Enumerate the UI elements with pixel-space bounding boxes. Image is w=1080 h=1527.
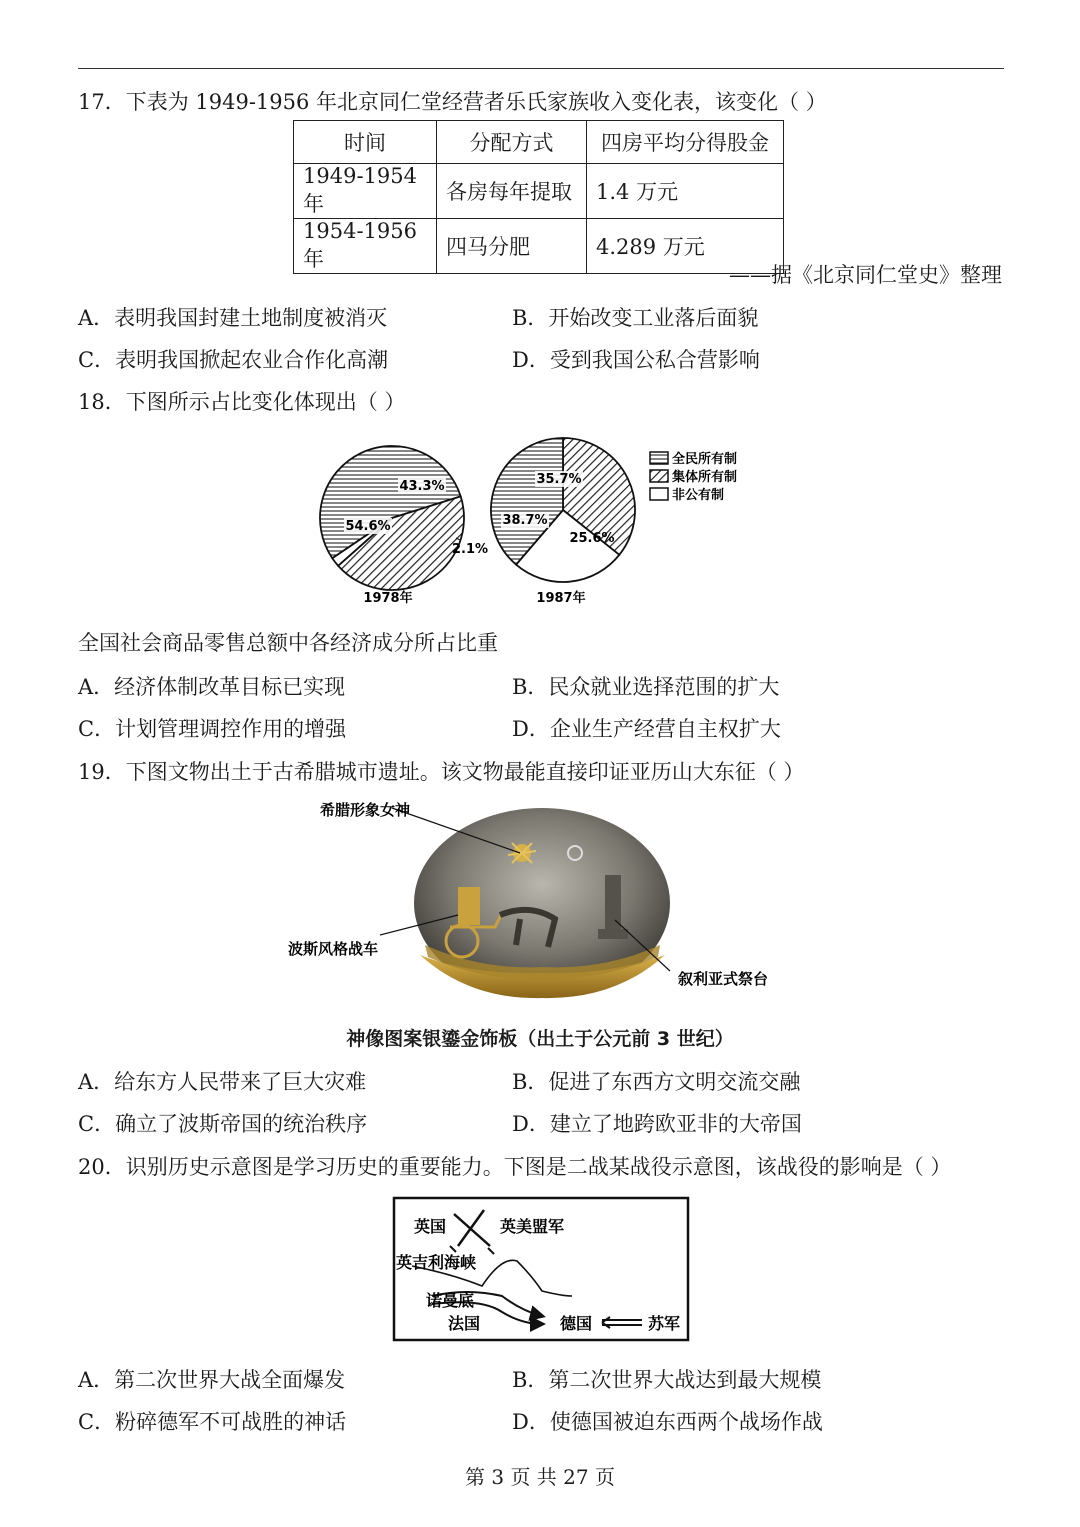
goddess-annotation: 希腊形象女神 [320, 801, 411, 819]
legend-label: 集体所有制 [672, 470, 738, 485]
table-cell: 1949-1954 年 [294, 164, 437, 219]
q20-option-c[interactable]: C．粉碎德军不可战胜的神话 [78, 1410, 347, 1434]
q19-caption: 神像图案银鎏金饰板（出土于公元前 3 世纪） [346, 1028, 734, 1050]
q18-option-c[interactable]: C．计划管理调控作用的增强 [78, 717, 347, 741]
map-label-uk: 英国 [414, 1217, 447, 1236]
q17-source: ——据《北京同仁堂史》整理 [729, 263, 1002, 287]
artifact-figure [280, 795, 800, 1010]
map-label-channel: 英吉利海峡 [396, 1253, 477, 1272]
q18-caption: 全国社会商品零售总额中各经济成分所占比重 [78, 631, 498, 655]
table-header: 分配方式 [437, 121, 587, 164]
altar-figure [605, 875, 621, 935]
q17-stem: 17．下表为 1949-1956 年北京同仁堂经营者乐氏家族收入变化表，该变化（ ） [78, 90, 827, 114]
rider-figure [458, 887, 480, 925]
q20-option-a[interactable]: A．第二次世界大战全面爆发 [78, 1368, 346, 1392]
q17-table [293, 120, 784, 274]
page-footer: 第 3 页 共 27 页 [465, 1465, 615, 1489]
q17-option-d[interactable]: D．受到我国公私合营影响 [512, 348, 760, 372]
legend-swatch [650, 452, 668, 464]
legend-label: 非公有制 [672, 488, 725, 503]
q20-stem: 20．识别历史示意图是学习历史的重要能力。下图是二战某战役示意图，该战役的影响是（ ） [78, 1155, 952, 1179]
top-rule [78, 68, 1004, 69]
legend-label: 全民所有制 [672, 452, 738, 467]
pie-data-label: 25.6% [569, 531, 615, 546]
chariot-annotation: 波斯风格战车 [288, 940, 379, 958]
q17-option-c[interactable]: C．表明我国掀起农业合作化高潮 [78, 348, 389, 372]
map-label-allies: 英美盟军 [500, 1217, 565, 1236]
table-header: 时间 [294, 121, 437, 164]
legend-swatch [650, 488, 668, 500]
q19-option-b[interactable]: B．促进了东西方文明交流交融 [512, 1070, 801, 1094]
table-cell: 1954-1956 年 [294, 219, 437, 274]
q18-stem: 18．下图所示占比变化体现出（ ） [78, 390, 406, 414]
q20-option-d[interactable]: D．使德国被迫东西两个战场作战 [512, 1410, 823, 1434]
pie-year-label: 1987年 [536, 591, 586, 606]
table-row [294, 219, 784, 274]
table-header: 四房平均分得股金 [587, 121, 784, 164]
map-label-germany: 德国 [560, 1314, 593, 1333]
map-label-soviet: 苏军 [648, 1314, 681, 1333]
q18-option-a[interactable]: A．经济体制改革目标已实现 [78, 675, 346, 699]
q18-option-b[interactable]: B．民众就业选择范围的扩大 [512, 675, 780, 699]
q18-option-d[interactable]: D．企业生产经营自主权扩大 [512, 717, 781, 741]
legend-swatch [650, 470, 668, 482]
pie-data-label: 2.1% [451, 542, 489, 557]
map-label-france: 法国 [448, 1314, 481, 1333]
pie-data-label: 43.3% [399, 479, 445, 494]
table-cell: 四马分肥 [437, 219, 587, 274]
q17-option-b[interactable]: B．开始改变工业落后面貌 [512, 306, 759, 330]
pie-data-label: 54.6% [345, 519, 391, 534]
q17-option-a[interactable]: A．表明我国封建土地制度被消灭 [78, 306, 388, 330]
pie-year-label: 1978年 [363, 591, 413, 606]
pie-chart-figure [310, 430, 790, 615]
table-cell: 4.289 万元 [587, 219, 784, 274]
q19-stem: 19．下图文物出土于古希腊城市遗址。该文物最能直接印证亚历山大东征（ ） [78, 760, 805, 784]
q19-option-d[interactable]: D．建立了地跨欧亚非的大帝国 [512, 1112, 802, 1136]
pie-legend [650, 451, 737, 503]
battle-map [392, 1196, 690, 1342]
q20-option-b[interactable]: B．第二次世界大战达到最大规模 [512, 1368, 822, 1392]
table-cell: 各房每年提取 [437, 164, 587, 219]
pie-data-label: 38.7% [502, 513, 548, 528]
table-row [294, 164, 784, 219]
map-label-normandy: 诺曼底 [426, 1291, 475, 1310]
altar-annotation: 叙利亚式祭台 [678, 970, 769, 988]
table-header-row [294, 121, 784, 164]
pie-data-label: 35.7% [536, 472, 582, 487]
q19-option-c[interactable]: C．确立了波斯帝国的统治秩序 [78, 1112, 368, 1136]
q19-option-a[interactable]: A．给东方人民带来了巨大灾难 [78, 1070, 367, 1094]
table-cell: 1.4 万元 [587, 164, 784, 219]
